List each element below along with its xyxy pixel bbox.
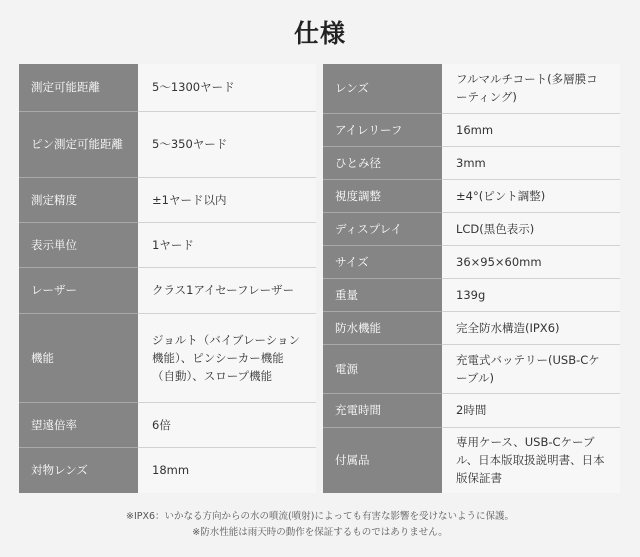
spec-row	[323, 179, 620, 212]
footnote: ※防水性能は雨天時の動作を保証するものではありません。	[192, 527, 448, 538]
spec-row	[323, 146, 620, 179]
spec-value: 18mm	[138, 447, 316, 493]
spec-label: レンズ	[323, 64, 442, 113]
spec-value: 2時間	[442, 393, 620, 427]
spec-value: 3mm	[442, 146, 620, 179]
spec-value: クラス1アイセーフレーザー	[138, 267, 316, 313]
spec-value: 139g	[442, 278, 620, 311]
spec-label: 機能	[19, 313, 138, 402]
spec-label: ピン測定可能距離	[19, 111, 138, 177]
spec-row	[323, 245, 620, 278]
spec-value: ±4°(ピント調整)	[442, 179, 620, 212]
spec-row	[323, 344, 620, 393]
spec-row	[19, 267, 316, 313]
spec-label: 充電時間	[323, 393, 442, 427]
spec-row	[19, 222, 316, 267]
spec-row	[19, 313, 316, 402]
spec-row	[323, 113, 620, 146]
spec-label: アイレリーフ	[323, 113, 442, 146]
spec-value: ジョルト（バイブレーション機能）、ピンシーカー機能（自動）、スロープ機能	[138, 313, 316, 402]
spec-label: ディスプレイ	[323, 212, 442, 245]
spec-row	[19, 402, 316, 447]
spec-value: 5〜1300ヤード	[138, 64, 316, 111]
spec-value: 5〜350ヤード	[138, 111, 316, 177]
spec-label: ひとみ径	[323, 146, 442, 179]
spec-label: 表示単位	[19, 222, 138, 267]
spec-row	[323, 427, 620, 493]
spec-row	[19, 447, 316, 493]
spec-row	[323, 278, 620, 311]
spec-label: 測定精度	[19, 177, 138, 222]
spec-label: 対物レンズ	[19, 447, 138, 493]
spec-value: 充電式バッテリー(USB-Cケーブル)	[442, 344, 620, 393]
spec-table-right	[323, 64, 620, 493]
spec-label: 防水機能	[323, 311, 442, 344]
page-title: 仕様	[293, 19, 346, 48]
spec-row	[323, 64, 620, 113]
spec-label: レーザー	[19, 267, 138, 313]
footnote: ※IPX6：いかなる方向からの水の噴流(噴射)によっても有害な影響を受けないように保護。	[126, 511, 514, 522]
spec-row	[323, 212, 620, 245]
spec-label: 付属品	[323, 427, 442, 493]
spec-row	[323, 393, 620, 427]
spec-value: 16mm	[442, 113, 620, 146]
spec-row	[323, 311, 620, 344]
spec-table-left	[19, 64, 316, 493]
spec-value: 1ヤード	[138, 222, 316, 267]
spec-value: 6倍	[138, 402, 316, 447]
spec-value: ±1ヤード以内	[138, 177, 316, 222]
spec-value: 専用ケース、USB-Cケーブル、日本版取扱説明書、日本版保証書	[442, 427, 620, 493]
spec-label: 測定可能距離	[19, 64, 138, 111]
spec-row	[19, 64, 316, 111]
spec-row	[19, 177, 316, 222]
spec-label: 電源	[323, 344, 442, 393]
spec-row	[19, 111, 316, 177]
spec-label: 重量	[323, 278, 442, 311]
spec-value: フルマルチコート(多層膜コーティング)	[442, 64, 620, 113]
spec-value: LCD(黒色表示)	[442, 212, 620, 245]
spec-label: サイズ	[323, 245, 442, 278]
spec-value: 完全防水構造(IPX6)	[442, 311, 620, 344]
spec-label: 望遠倍率	[19, 402, 138, 447]
spec-value: 36×95×60mm	[442, 245, 620, 278]
spec-label: 視度調整	[323, 179, 442, 212]
